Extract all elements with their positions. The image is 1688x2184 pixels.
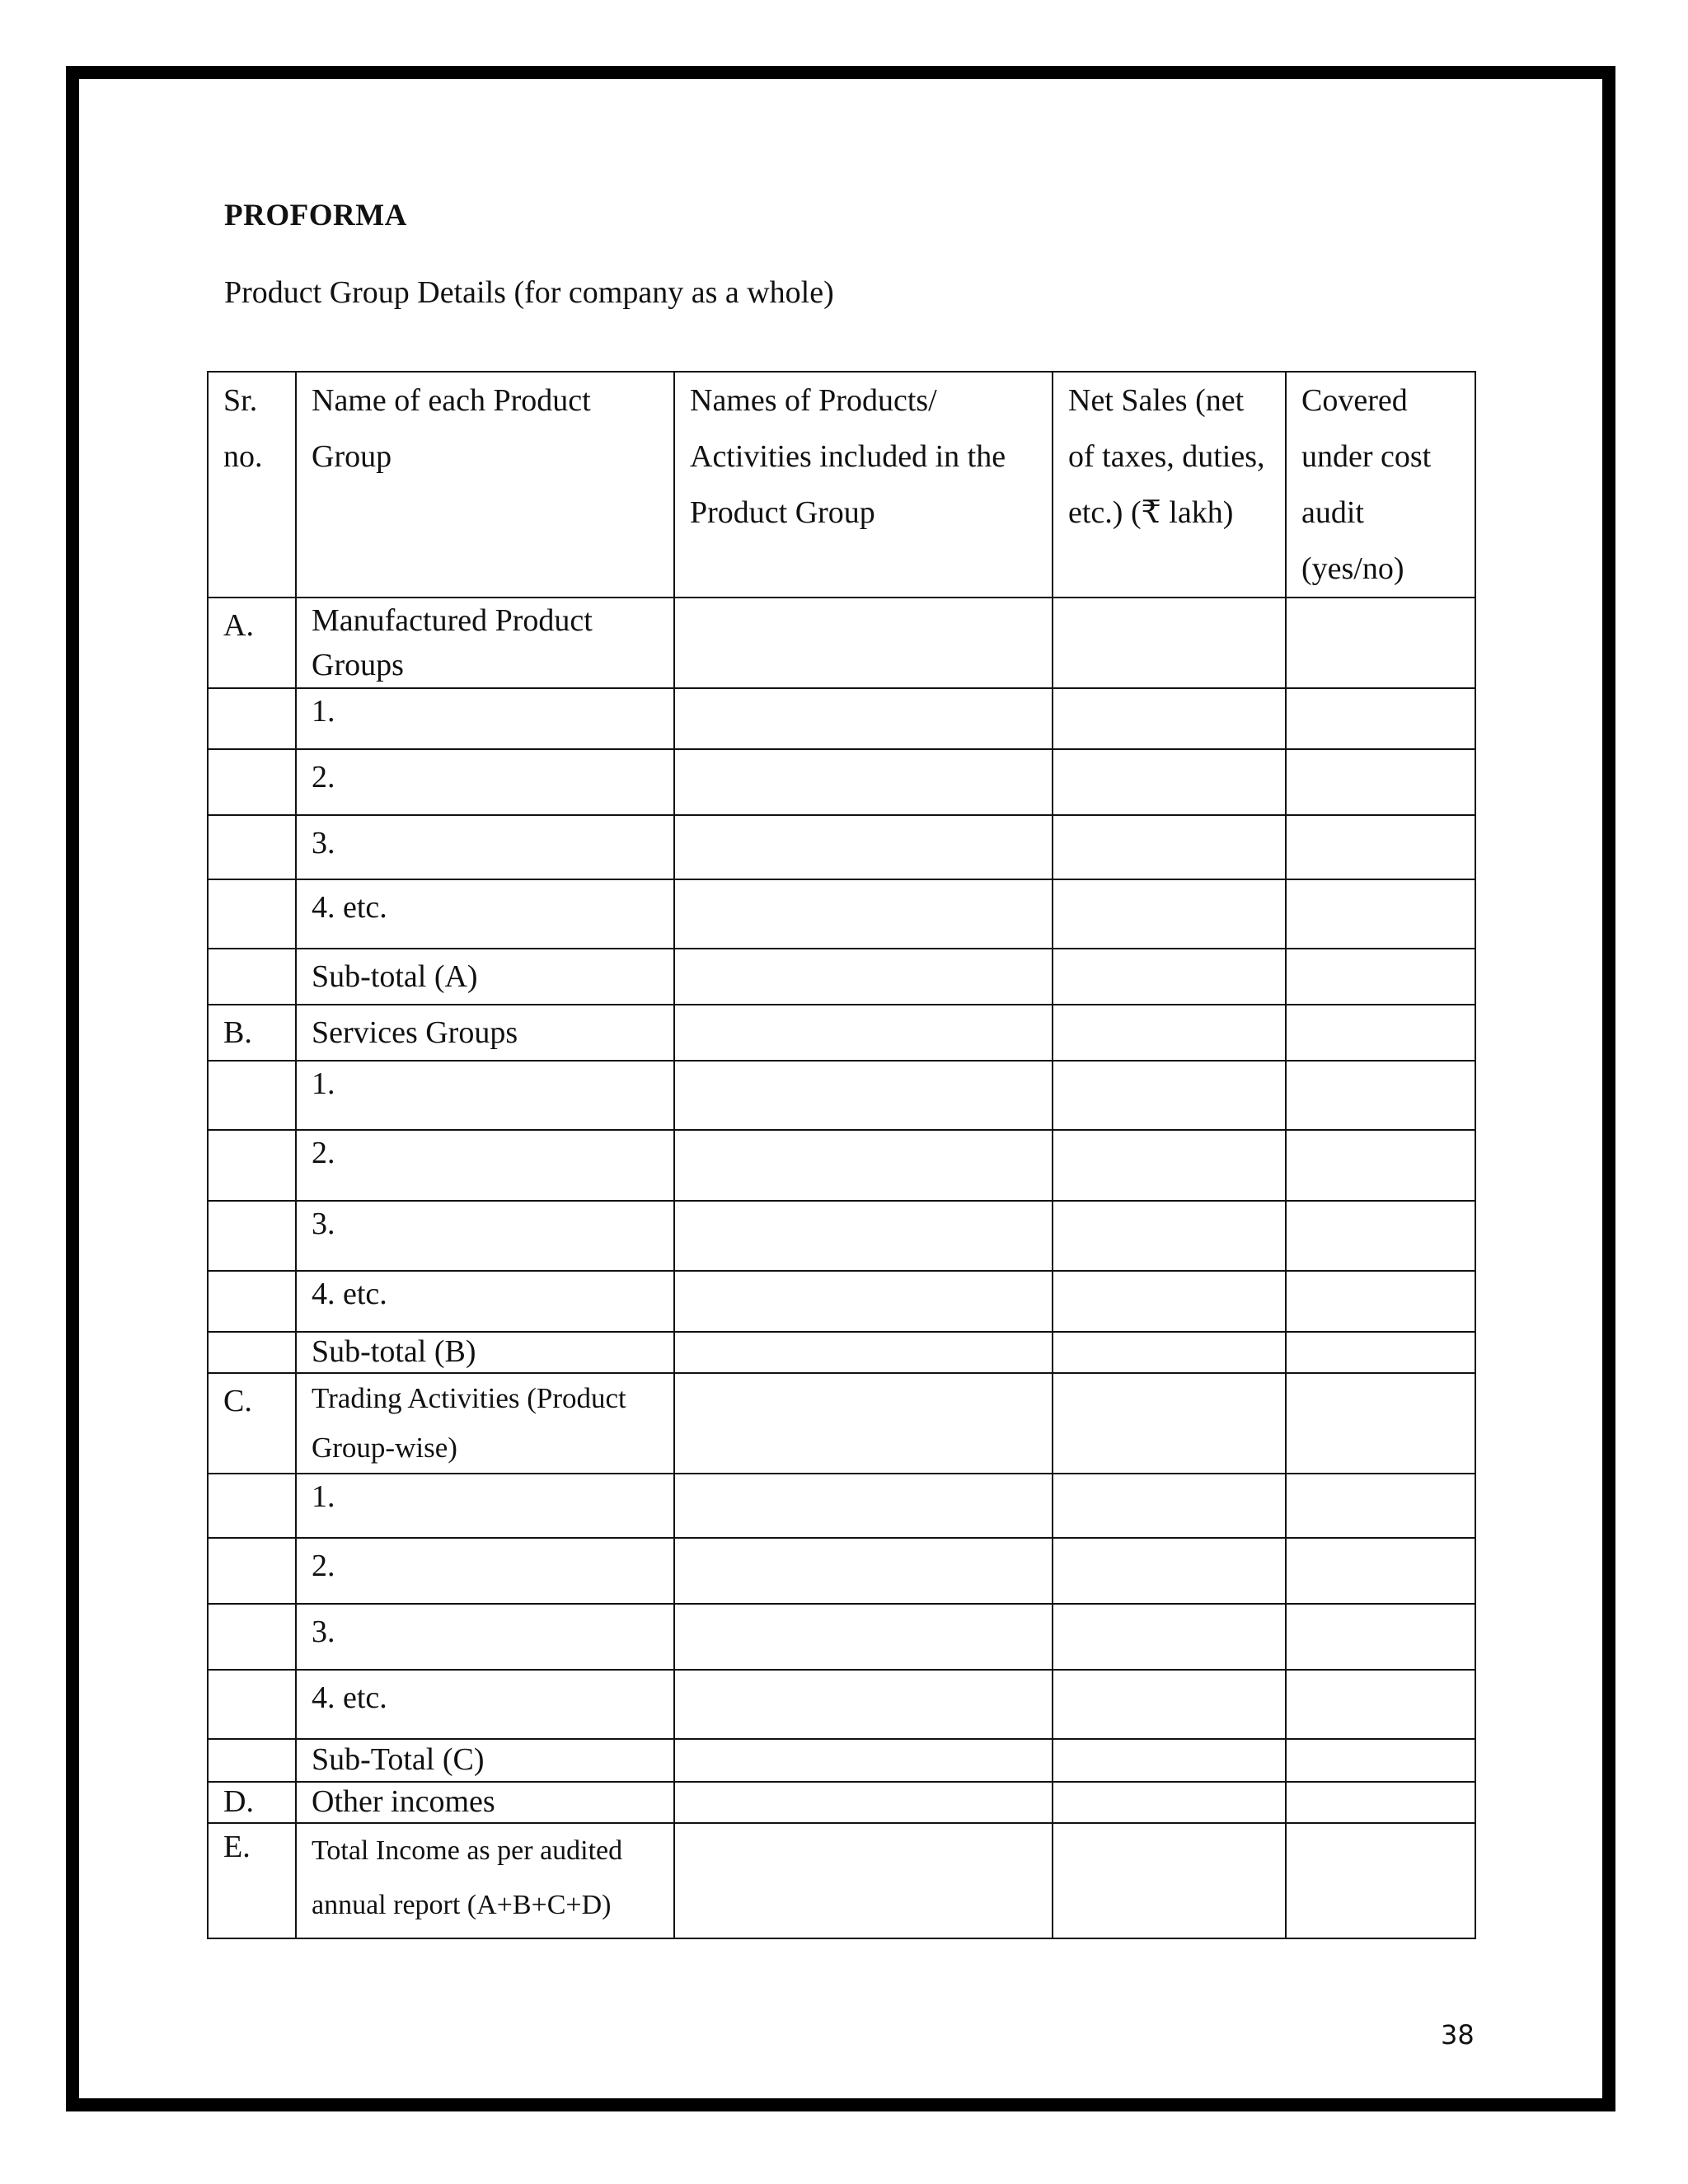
- products-cell: [674, 1130, 1053, 1201]
- products-cell: [674, 1739, 1053, 1782]
- net-sales-cell: [1053, 1604, 1286, 1670]
- sr-no-cell: [208, 1670, 296, 1739]
- total-income-label-cell: Total Income as per audited annual report (A+B+C+D): [296, 1823, 674, 1938]
- table-row: [208, 1538, 1475, 1604]
- sr-no-cell: E.: [208, 1823, 296, 1938]
- product-group-cell: Services Groups: [296, 1005, 674, 1061]
- table-row: [208, 1005, 1475, 1061]
- product-group-cell: 3.: [296, 1604, 674, 1670]
- net-sales-cell: [1053, 1538, 1286, 1604]
- net-sales-cell: [1053, 1332, 1286, 1373]
- cost-audit-cell: [1286, 1130, 1475, 1201]
- products-cell: [674, 1005, 1053, 1061]
- sr-no-cell: [208, 1332, 296, 1373]
- net-sales-cell: [1053, 1670, 1286, 1739]
- products-cell: [674, 949, 1053, 1005]
- products-cell: [674, 1332, 1053, 1373]
- page-title: PROFORMA: [224, 199, 407, 232]
- products-cell: [674, 1201, 1053, 1271]
- net-sales-cell: [1053, 949, 1286, 1005]
- net-sales-cell: [1053, 1474, 1286, 1538]
- products-cell: [674, 598, 1053, 688]
- net-sales-cell: [1053, 1823, 1286, 1938]
- product-group-cell: Other incomes: [296, 1782, 674, 1823]
- sr-no-cell: [208, 1130, 296, 1201]
- products-cell: [674, 1604, 1053, 1670]
- table-row: [208, 1604, 1475, 1670]
- product-group-table: [207, 371, 1476, 1939]
- products-cell: [674, 1271, 1053, 1332]
- table-row: [208, 1373, 1475, 1474]
- net-sales-cell: [1053, 688, 1286, 749]
- net-sales-cell: [1053, 749, 1286, 815]
- column-header-products-activities: Names of Products/ Activities included in the Product Group: [674, 372, 1053, 598]
- cost-audit-cell: [1286, 1823, 1475, 1938]
- page-subtitle: Product Group Details (for company as a whole): [224, 275, 834, 310]
- cost-audit-cell: [1286, 1271, 1475, 1332]
- table-row: [208, 749, 1475, 815]
- table-row: [208, 1271, 1475, 1332]
- product-group-cell: 1.: [296, 1474, 674, 1538]
- products-cell: [674, 879, 1053, 949]
- table-row: [208, 1782, 1475, 1823]
- sr-no-cell: B.: [208, 1005, 296, 1061]
- cost-audit-cell: [1286, 749, 1475, 815]
- sr-no-cell: [208, 688, 296, 749]
- table-row: [208, 1130, 1475, 1201]
- sr-no-cell: [208, 749, 296, 815]
- table-row: [208, 1201, 1475, 1271]
- cost-audit-cell: [1286, 1005, 1475, 1061]
- sr-no-cell: [208, 1271, 296, 1332]
- subtotal-label-cell: Sub-Total (C): [296, 1739, 674, 1782]
- cost-audit-cell: [1286, 1201, 1475, 1271]
- products-cell: [674, 749, 1053, 815]
- cost-audit-cell: [1286, 1332, 1475, 1373]
- table-row: [208, 688, 1475, 749]
- cost-audit-cell: [1286, 1538, 1475, 1604]
- product-group-cell: Manufactured Product Groups: [296, 598, 674, 688]
- products-cell: [674, 1538, 1053, 1604]
- product-group-cell: Trading Activities (Product Group-wise): [296, 1373, 674, 1474]
- sr-no-cell: A.: [208, 598, 296, 688]
- products-cell: [674, 815, 1053, 879]
- product-group-cell: 2.: [296, 1538, 674, 1604]
- net-sales-cell: [1053, 815, 1286, 879]
- cost-audit-cell: [1286, 1061, 1475, 1130]
- products-cell: [674, 1474, 1053, 1538]
- net-sales-cell: [1053, 1061, 1286, 1130]
- sr-no-cell: [208, 879, 296, 949]
- table-row: [208, 879, 1475, 949]
- column-header-sr-no: Sr. no.: [208, 372, 296, 598]
- products-cell: [674, 1782, 1053, 1823]
- net-sales-cell: [1053, 1005, 1286, 1061]
- sr-no-cell: [208, 1739, 296, 1782]
- product-group-cell: 2.: [296, 1130, 674, 1201]
- table-row: [208, 949, 1475, 1005]
- products-cell: [674, 688, 1053, 749]
- cost-audit-cell: [1286, 598, 1475, 688]
- cost-audit-cell: [1286, 879, 1475, 949]
- sr-no-cell: [208, 1061, 296, 1130]
- net-sales-cell: [1053, 1271, 1286, 1332]
- column-header-product-group: Name of each Product Group: [296, 372, 674, 598]
- table-row: [208, 815, 1475, 879]
- sr-no-cell: [208, 1201, 296, 1271]
- cost-audit-cell: [1286, 815, 1475, 879]
- net-sales-cell: [1053, 598, 1286, 688]
- page-number: 38: [1441, 2019, 1475, 2050]
- products-cell: [674, 1823, 1053, 1938]
- products-cell: [674, 1061, 1053, 1130]
- sr-no-cell: [208, 815, 296, 879]
- cost-audit-cell: [1286, 1739, 1475, 1782]
- subtotal-label-cell: Sub-total (A): [296, 949, 674, 1005]
- products-cell: [674, 1670, 1053, 1739]
- net-sales-cell: [1053, 1130, 1286, 1201]
- table-row: [208, 598, 1475, 688]
- product-group-cell: 1.: [296, 1061, 674, 1130]
- cost-audit-cell: [1286, 1782, 1475, 1823]
- table-row: [208, 1823, 1475, 1938]
- cost-audit-cell: [1286, 1474, 1475, 1538]
- sr-no-cell: [208, 949, 296, 1005]
- product-group-cell: 4. etc.: [296, 1670, 674, 1739]
- product-group-cell: 3.: [296, 1201, 674, 1271]
- table-row: [208, 1474, 1475, 1538]
- products-cell: [674, 1373, 1053, 1474]
- product-group-cell: 2.: [296, 749, 674, 815]
- cost-audit-cell: [1286, 688, 1475, 749]
- cost-audit-cell: [1286, 1373, 1475, 1474]
- cost-audit-cell: [1286, 1604, 1475, 1670]
- product-group-cell: 4. etc.: [296, 879, 674, 949]
- cost-audit-cell: [1286, 1670, 1475, 1739]
- product-group-cell: 3.: [296, 815, 674, 879]
- product-group-cell: 4. etc.: [296, 1271, 674, 1332]
- net-sales-cell: [1053, 879, 1286, 949]
- table-row: [208, 1670, 1475, 1739]
- sr-no-cell: D.: [208, 1782, 296, 1823]
- column-header-net-sales: Net Sales (net of taxes, duties, etc.) (₹ lakh): [1053, 372, 1286, 598]
- sr-no-cell: [208, 1538, 296, 1604]
- subtotal-label-cell: Sub-total (B): [296, 1332, 674, 1373]
- net-sales-cell: [1053, 1373, 1286, 1474]
- product-group-cell: 1.: [296, 688, 674, 749]
- cost-audit-cell: [1286, 949, 1475, 1005]
- table-row: [208, 1332, 1475, 1373]
- sr-no-cell: C.: [208, 1373, 296, 1474]
- net-sales-cell: [1053, 1739, 1286, 1782]
- sr-no-cell: [208, 1474, 296, 1538]
- net-sales-cell: [1053, 1782, 1286, 1823]
- table-row: [208, 1739, 1475, 1782]
- table-row: [208, 1061, 1475, 1130]
- column-header-cost-audit: Covered under cost audit (yes/no): [1286, 372, 1475, 598]
- sr-no-cell: [208, 1604, 296, 1670]
- table-header-row: [208, 372, 1475, 598]
- net-sales-cell: [1053, 1201, 1286, 1271]
